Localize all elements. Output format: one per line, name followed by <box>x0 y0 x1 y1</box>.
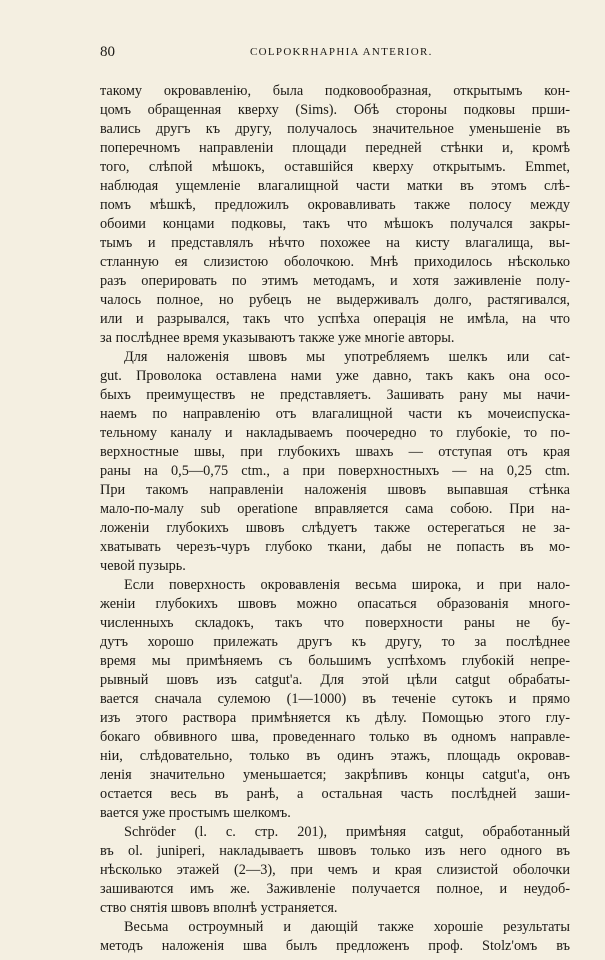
text-line: нѣсколько этажей (2—3), при чемъ и края слизистой оболочки <box>100 862 570 878</box>
text-line: дутъ хорошо прилежать другъ къ другу, то за послѣднее <box>100 634 570 650</box>
page-number: 80 <box>100 44 115 60</box>
text-line: стланную ея слизистою оболочкою. Мнѣ приходилось нѣсколько <box>100 254 570 270</box>
text-line: ленія значительно уменьшается; закрѣпивъ концы catgut'a, онъ <box>100 767 570 783</box>
running-title: COLPOKRHAPHIA ANTERIOR. <box>250 46 433 58</box>
text-line: ложеніи глубокихъ швовъ слѣдуетъ также остерегаться не за- <box>100 520 570 536</box>
text-line: вались другъ къ другу, получалось значительное уменьшеніе въ <box>100 121 570 137</box>
text-line: ство снятія швовъ вполнѣ устраняется. <box>100 900 338 916</box>
text-line: вается сначала сулемою (1—1000) въ теченіе сутокъ и прямо <box>100 691 570 707</box>
text-line: gut. Проволока оставлена нами уже давно, такъ какъ она осо- <box>100 368 570 384</box>
text-line: верхностные швы, при глубокихъ швахъ — отступая отъ края <box>100 444 570 460</box>
text-line: въ ol. juniperi, накладываетъ швовъ только изъ него одного въ <box>100 843 570 859</box>
text-line: обоими концами подковы, такъ что мѣшокъ получался закры- <box>100 216 570 232</box>
text-line: вается уже простымъ шелкомъ. <box>100 805 291 821</box>
text-line: методъ наложенія шва былъ предложенъ проф. Stolz'омъ въ <box>100 938 570 954</box>
text-line: изъ этого раствора примѣняется къ дѣлу. Помощью этого глу- <box>100 710 570 726</box>
text-line: быхъ преимуществъ не представляетъ. Зашивать рану мы начи- <box>100 387 570 403</box>
text-line: чевой пузырь. <box>100 558 186 574</box>
text-line: остается весь въ ранѣ, а остальная часть послѣдней заши- <box>100 786 570 802</box>
text-line: женіи глубокихъ швовъ можно опасаться образованія много- <box>100 596 570 612</box>
text-line: разъ оперировать по этимъ методамъ, и хотя заживленіе полу- <box>100 273 570 289</box>
text-line: ніи, слѣдовательно, только въ одинъ этажъ, площадь окровав- <box>100 748 570 764</box>
text-line: такому окровавленію, была подковообразная, открытымъ кон- <box>100 83 570 99</box>
text-line: наемъ по направленію отъ влагалищной части къ мочеиспуска- <box>100 406 570 422</box>
text-line: того, слѣпой мѣшокъ, оставшійся кверху открытымъ. Emmet, <box>100 159 570 175</box>
body-text <box>100 82 570 956</box>
text-line: чалось полное, но рубецъ не выдерживалъ долго, растягивался, <box>100 292 570 308</box>
text-line: бокаго обвивного шва, проведеннаго только въ одномъ направле- <box>100 729 570 745</box>
text-line: тельному каналу и накладываемъ поочередно то глубокіе, то по- <box>100 425 570 441</box>
text-line: численныхъ складокъ, такъ что поверхности раны не бу- <box>100 615 570 631</box>
text-line: Если поверхность окровавленія весьма широка, и при нало- <box>124 577 570 593</box>
text-line: При такомъ направленіи наложенія швовъ выпавшая стѣнка <box>100 482 570 498</box>
text-line: Весьма остроумный и дающій также хорошіе результаты <box>124 919 570 935</box>
text-line: за послѣднее время указываютъ также уже многіе авторы. <box>100 330 455 346</box>
text-line: тымъ и представлялъ нѣчто похожее на кисту влагалища, вы- <box>100 235 570 251</box>
text-line: хватывать черезъ-чуръ глубоко ткани, дабы не попасть въ мо- <box>100 539 570 555</box>
text-line: раны на 0,5—0,75 ctm., а при поверхностныхъ — на 0,25 ctm. <box>100 463 570 479</box>
page-header <box>100 44 532 64</box>
text-line: мало-по-малу sub operatione вправляется сама собою. При на- <box>100 501 570 517</box>
text-line: Schröder (l. c. стр. 201), примѣняя catgut, обработанный <box>124 824 570 840</box>
text-line: поперечномъ направленіи площади передней стѣнки и, кромѣ <box>100 140 570 156</box>
text-line: Для наложенія швовъ мы употребляемъ шелкъ или cat- <box>124 349 570 365</box>
text-line: время мы примѣняемъ съ большимъ успѣхомъ глубокій непре- <box>100 653 570 669</box>
text-line: помъ мѣшкѣ, предложилъ окровавливать также полосу между <box>100 197 570 213</box>
text-line: рывный шовъ изъ catgut'a. Для этой цѣли catgut обрабаты- <box>100 672 570 688</box>
text-line: или и разрывался, такъ что успѣха операція не имѣла, на что <box>100 311 570 327</box>
text-line: наблюдая ущемленіе влагалищной части матки въ этомъ слѣ- <box>100 178 570 194</box>
text-line: зашиваются имъ же. Заживленіе получается полное, и неудоб- <box>100 881 570 897</box>
text-line: цомъ обращенная кверху (Sims). Обѣ стороны подковы прши- <box>100 102 570 118</box>
